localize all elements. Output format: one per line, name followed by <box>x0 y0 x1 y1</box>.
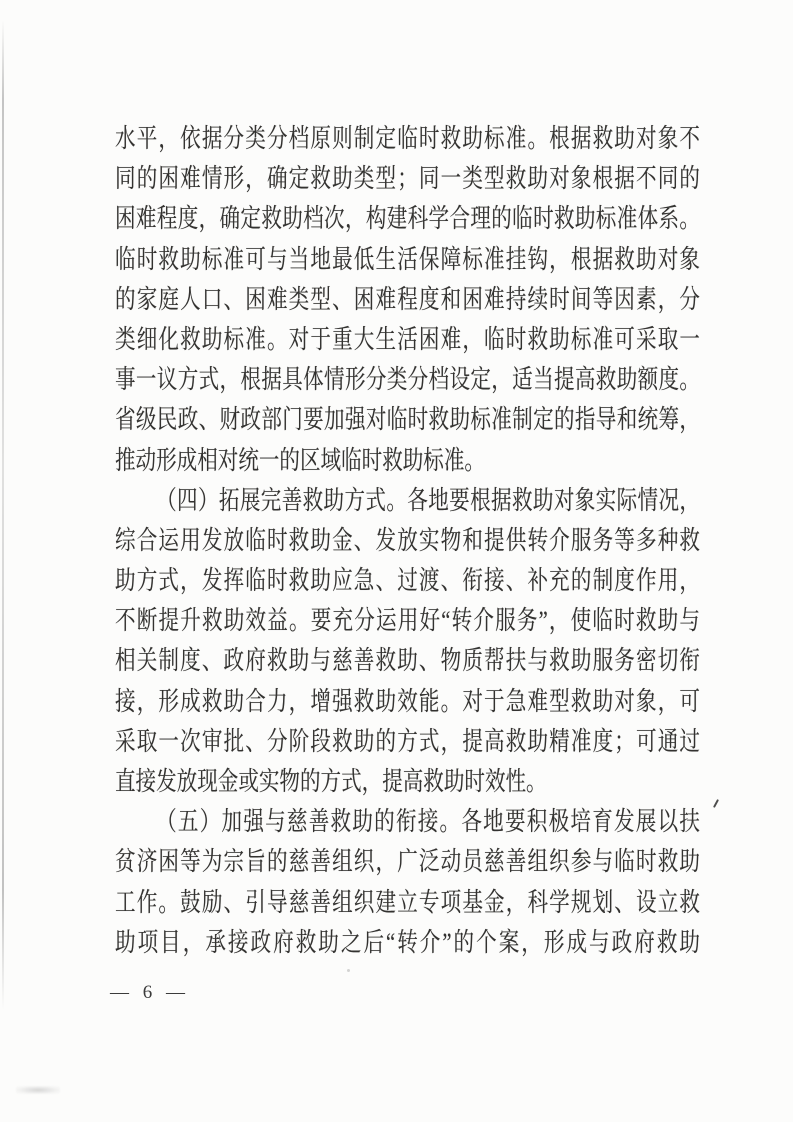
text-line: 省级民政、财政部门要加强对临时救助标准制定的指导和统筹， <box>115 405 700 435</box>
text-line: （五）加强与慈善救助的衔接。各地要积极培育发展以扶 <box>156 807 700 837</box>
document-body <box>115 119 700 963</box>
text-line: 贫济困等为宗旨的慈善组织，广泛动员慈善组织参与临时救助 <box>115 847 700 877</box>
scan-smudge <box>16 1086 60 1094</box>
text-line: 工作。鼓励、引导慈善组织建立专项基金，科学规划、设立救 <box>115 887 700 917</box>
text-line: 助项目，承接政府救助之后“转介”的个案，形成与政府救助 <box>115 927 700 957</box>
text-line: 困难程度，确定救助档次，构建科学合理的临时救助标准体系。 <box>115 204 700 234</box>
text-line: 临时救助标准可与当地最低生活保障标准挂钩，根据救助对象 <box>115 244 700 274</box>
text-line: 直接发放现金或实物的方式，提高救助时效性。 <box>115 767 547 796</box>
text-line: 同的困难情形，确定救助类型；同一类型救助对象根据不同的 <box>115 164 700 194</box>
text-line: 采取一次审批、分阶段救助的方式，提高救助精准度；可通过 <box>115 726 700 756</box>
scan-speck <box>347 969 350 972</box>
page-number: — 6 — <box>110 982 186 1003</box>
text-line: 综合运用发放临时救助金、发放实物和提供转介服务等多种救 <box>115 525 700 555</box>
stray-ink-mark <box>713 799 719 808</box>
text-line: 的家庭人口、困难类型、困难程度和困难持续时间等因素，分 <box>115 284 700 314</box>
text-line: 助方式，发挥临时救助应急、过渡、衔接、补充的制度作用， <box>115 566 700 596</box>
text-line: 事一议方式，根据具体情形分类分档设定，适当提高救助额度。 <box>115 365 700 395</box>
paragraph <box>115 119 700 481</box>
paragraph <box>115 802 700 963</box>
text-line: 推动形成相对统一的区域临时救助标准。 <box>115 445 485 475</box>
text-line: 水平，依据分类分档原则制定临时救助标准。根据救助对象不 <box>115 124 700 153</box>
paragraph <box>115 481 700 803</box>
text-line: （四）拓展完善救助方式。各地要根据救助对象实际情况， <box>156 485 700 515</box>
text-line: 类细化救助标准。对于重大生活困难，临时救助标准可采取一 <box>115 324 700 354</box>
text-line: 相关制度、政府救助与慈善救助、物质帮扶与救助服务密切衔 <box>115 646 700 676</box>
text-line: 接，形成救助合力，增强救助效能。对于急难型救助对象，可 <box>115 686 700 716</box>
text-line: 不断提升救助效益。要充分运用好“转介服务”，使临时救助与 <box>115 606 700 636</box>
scan-edge-artifact <box>2 20 4 1010</box>
